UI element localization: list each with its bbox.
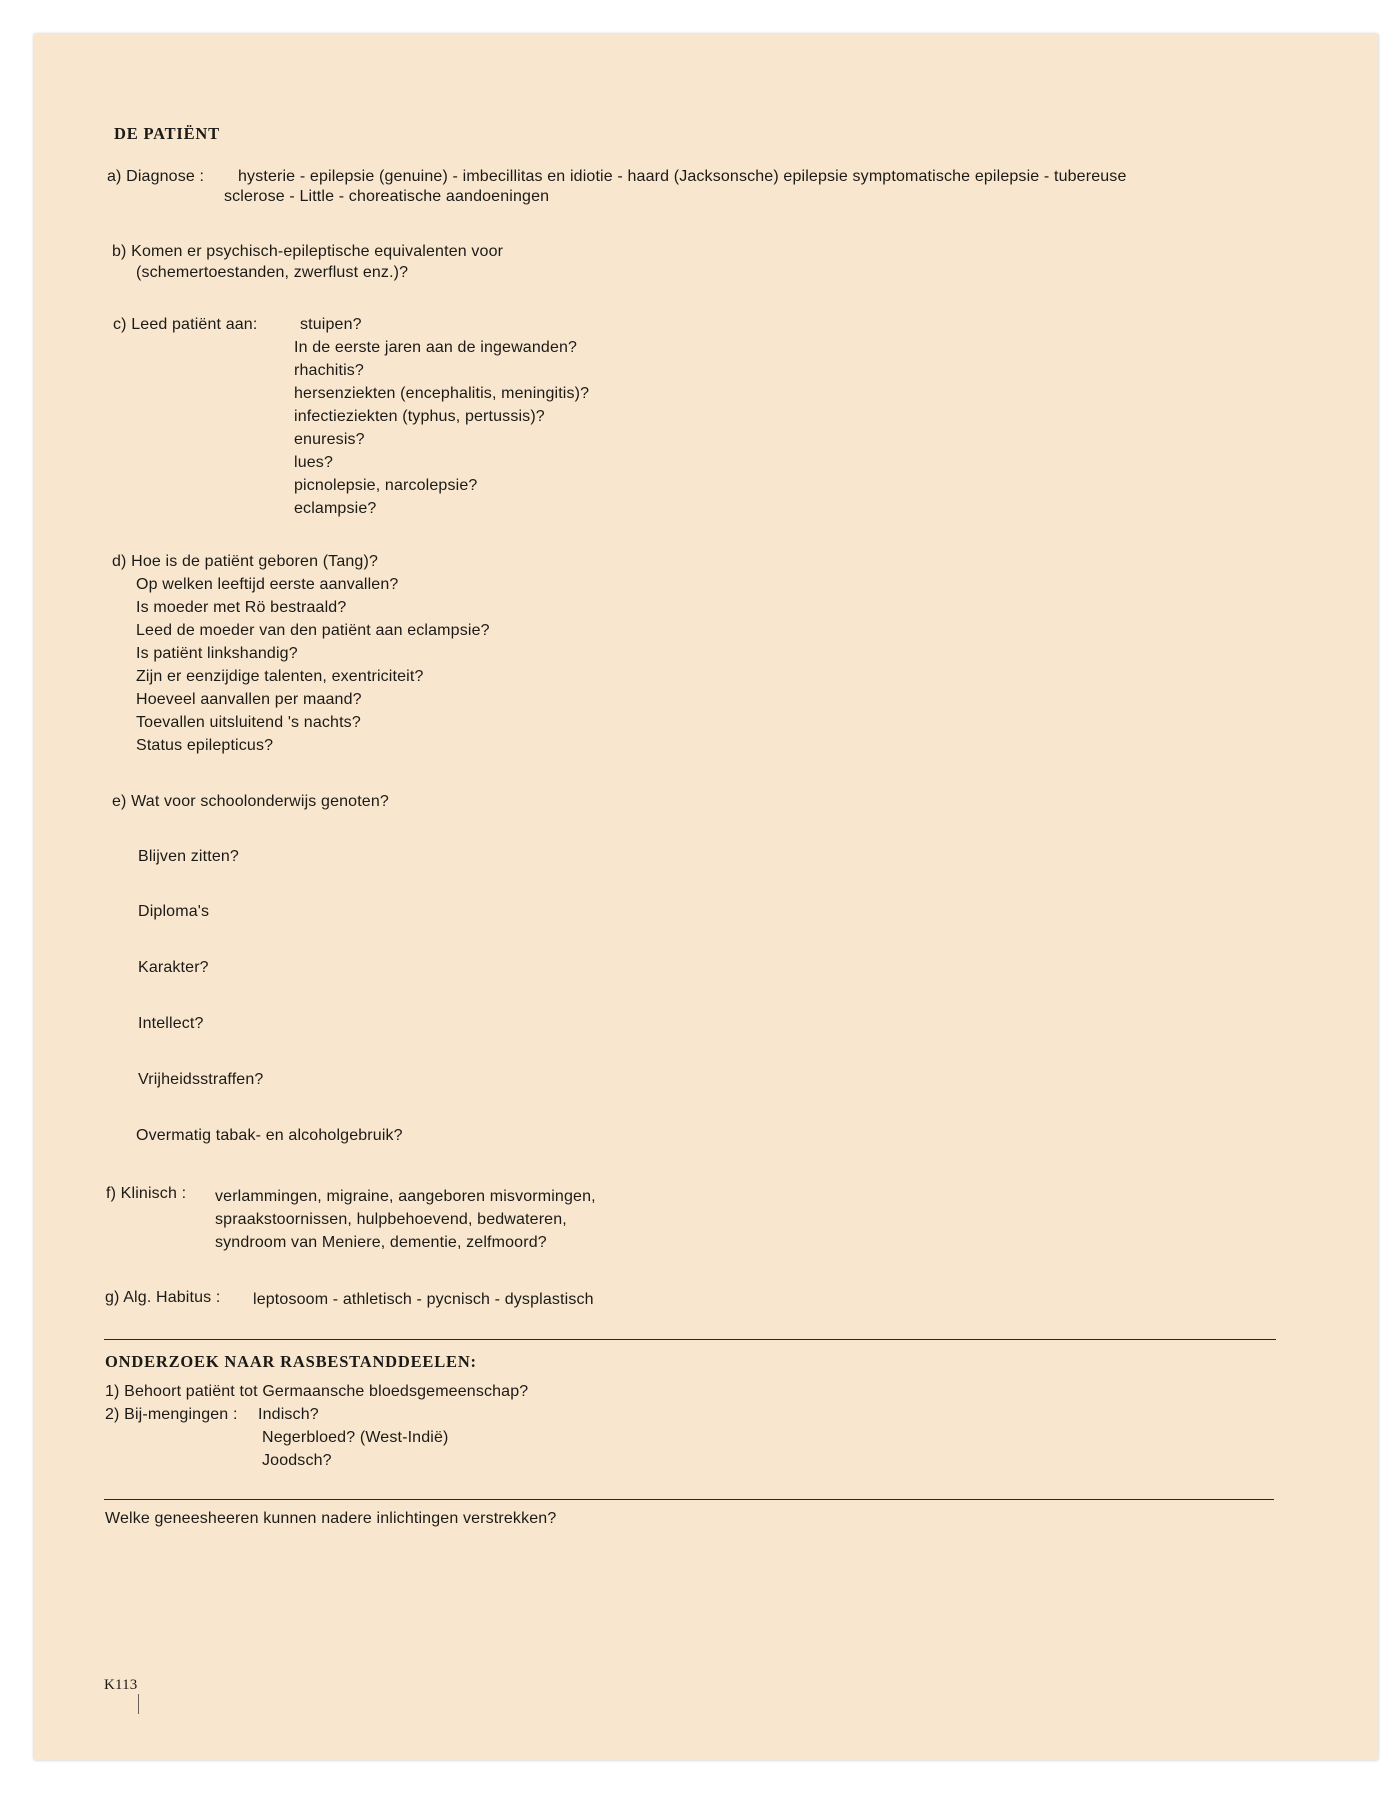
question-d-item: Leed de moeder van den patiënt aan eclampsie? (136, 622, 490, 639)
question-e-item: Diploma's (138, 903, 210, 920)
divider-line (104, 1339, 1276, 1340)
question-c-item: In de eerste jaren aan de ingewanden? (294, 339, 578, 356)
question-d-item: Status epilepticus? (136, 737, 274, 754)
question-c-item: rhachitis? (294, 362, 364, 379)
klinisch-line: syndroom van Meniere, dementie, zelfmoord? (215, 1234, 547, 1251)
question-c-label: c) Leed patiënt aan: (113, 316, 258, 333)
question-e-item: Karakter? (138, 959, 209, 976)
form-code: K113 (104, 1677, 138, 1693)
diagnose-options-line2: sclerose - Little - choreatische aandoeningen (224, 188, 550, 205)
doctors-question: Welke geneesheeren kunnen nadere inlichtingen verstrekken? (105, 1510, 557, 1527)
klinisch-line: spraakstoornissen, hulpbehoevend, bedwateren, (215, 1211, 567, 1228)
question-b-line1: b) Komen er psychisch-epileptische equivalenten voor (112, 243, 504, 260)
race-question-2-label: 2) Bij-mengingen : (105, 1406, 238, 1423)
question-d-item: d) Hoe is de patiënt geboren (Tang)? (112, 553, 379, 570)
klinisch-line: verlammingen, migraine, aangeboren misvormingen, (215, 1188, 596, 1205)
race-question-2-item: Negerbloed? (West-Indië) (262, 1429, 449, 1446)
race-question-2-item: Joodsch? (262, 1452, 332, 1469)
question-c-item: picnolepsie, narcolepsie? (294, 477, 478, 494)
question-e-item: Vrijheidsstraffen? (138, 1071, 264, 1088)
form-code-mark (138, 1694, 139, 1714)
question-b-line2: (schemertoestanden, zwerflust enz.)? (136, 264, 409, 281)
question-d-item: Hoeveel aanvallen per maand? (136, 691, 362, 708)
section-heading-race: ONDERZOEK NAAR RASBESTANDDEELEN: (105, 1352, 477, 1371)
race-question-1: 1) Behoort patiënt tot Germaansche bloedsgemeenschap? (105, 1383, 529, 1400)
question-d-item: Is moeder met Rö bestraald? (136, 599, 347, 616)
question-c-item: infectieziekten (typhus, pertussis)? (294, 408, 545, 425)
question-d-item: Op welken leeftijd eerste aanvallen? (136, 576, 399, 593)
habitus-options: leptosoom - athletisch - pycnisch - dysplastisch (253, 1291, 594, 1308)
form-sheet (34, 34, 1378, 1760)
section-heading-patient: DE PATIËNT (114, 124, 220, 143)
habitus-label: g) Alg. Habitus : (105, 1289, 221, 1306)
question-d-item: Is patiënt linkshandig? (136, 645, 298, 662)
question-e-item: Overmatig tabak- en alcoholgebruik? (136, 1127, 403, 1144)
question-c-item: eclampsie? (294, 500, 377, 517)
question-c-item: enuresis? (294, 431, 365, 448)
question-e-item: Intellect? (138, 1015, 204, 1032)
question-c-item: lues? (294, 454, 333, 471)
question-d-item: Toevallen uitsluitend 's nachts? (136, 714, 361, 731)
divider-line (104, 1499, 1274, 1500)
klinisch-label: f) Klinisch : (106, 1185, 187, 1202)
question-c-item: hersenziekten (encephalitis, meningitis)? (294, 385, 590, 402)
question-c-item: stuipen? (300, 316, 362, 333)
question-e-item: Blijven zitten? (138, 848, 239, 865)
question-d-item: Zijn er eenzijdige talenten, exentriciteit? (136, 668, 424, 685)
question-e-item: e) Wat voor schoolonderwijs genoten? (112, 793, 389, 810)
diagnose-label: a) Diagnose : (107, 168, 205, 185)
diagnose-options-line1: hysterie - epilepsie (genuine) - imbecillitas en idiotie - haard (Jacksonsche) epilepsie symptomatische epilepsie - tubereuse (238, 168, 1127, 185)
race-question-2-item: Indisch? (258, 1406, 319, 1423)
